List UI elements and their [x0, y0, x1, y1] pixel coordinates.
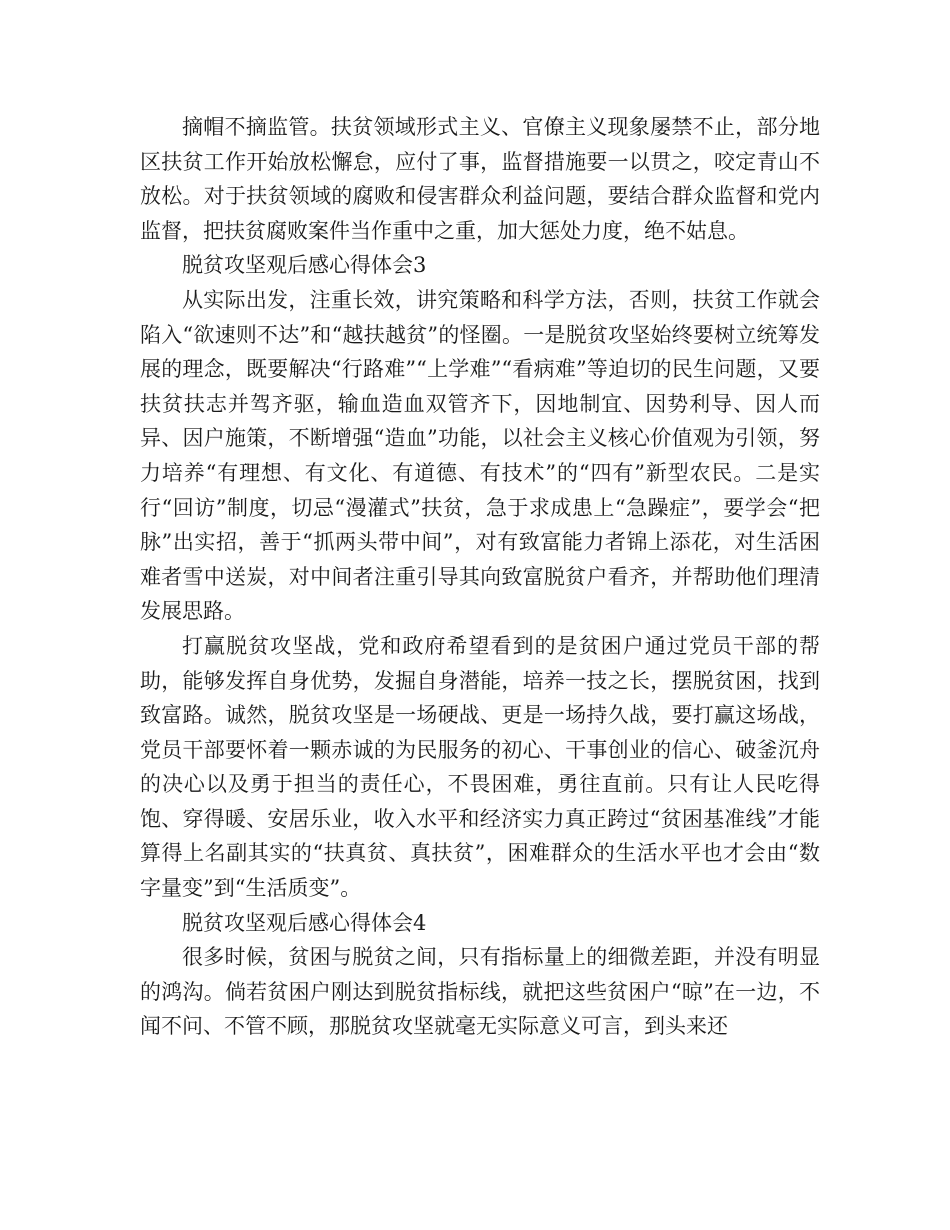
paragraph-practical-approach: 从实际出发，注重长效，讲究策略和科学方法，否则，扶贫工作就会陷入“欲速则不达”和“越扶越贫”的怪圈。一是脱贫攻坚始终要树立统筹发展的理念，既要解决“行路难”“上学难”“看病难”等迫切的民生问题，又要扶贫扶志并驾齐驱，输血造血双管齐下，因地制宜、因势利导、因人而异、因户施策，不断增强“造血”功能，以社会主义核心价值观为引领，努力培养“有理想、有文化、有道德、有技术”的“四有”新型农民。二是实行“回访”制度，切忌“漫灌式”扶贫，急于求成患上“急躁症”，要学会“把脉”出实招，善于“抓两头带中间”，对有致富能力者锦上添花，对生活困难者雪中送炭，对中间者注重引导其向致富脱贫户看齐，并帮助他们理清发展思路。 — [140, 287, 820, 624]
paragraph-win-poverty-battle: 打赢脱贫攻坚战，党和政府希望看到的是贫困户通过党员干部的帮助，能够发挥自身优势，发掘自身潜能，培养一技之长，摆脱贫困，找到致富路。诚然，脱贫攻坚是一场硬战、更是一场持久战，要打赢这场战，党员干部要怀着一颗赤诚的为民服务的初心、干事创业的信心、破釜沉舟的决心以及勇于担当的责任心，不畏困难，勇往直前。只有让人民吃得饱、穿得暖、安居乐业，收入水平和经济实力真正跨过“贫困基准线”才能算得上名副其实的“扶真贫、真扶贫”，困难群众的生活水平也才会由“数字量变”到“生活质变”。 — [140, 633, 820, 901]
section-heading-4: 脱贫攻坚观后感心得体会4 — [182, 910, 427, 935]
document-body — [140, 110, 820, 1044]
paragraph-poverty-gap: 很多时候，贫困与脱贫之间，只有指标量上的细微差距，并没有明显的鸿沟。倘若贫困户刚达到脱贫指标线，就把这些贫困户“晾”在一边，不闻不问、不管不顾，那脱贫攻坚就毫无实际意义可言，到头来还 — [140, 945, 820, 1039]
paragraph-supervision: 摘帽不摘监管。扶贫领域形式主义、官僚主义现象屡禁不止，部分地区扶贫工作开始放松懈怠，应付了事，监督措施要一以贯之，咬定青山不放松。对于扶贫领域的腐败和侵害群众利益问题，要结合群众监督和党内监督，把扶贫腐败案件当作重中之重，加大惩处力度，绝不姑息。 — [140, 115, 820, 243]
section-heading-3: 脱贫攻坚观后感心得体会3 — [182, 253, 427, 278]
